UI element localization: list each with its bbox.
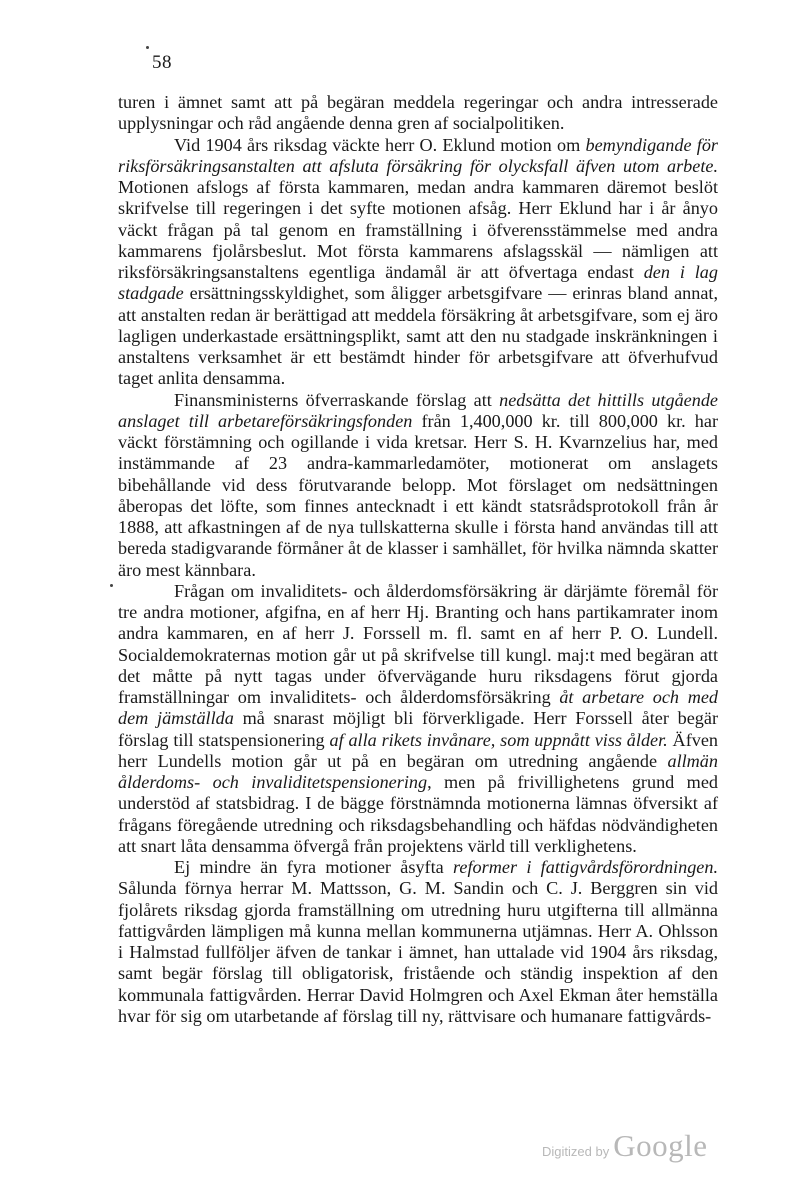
- text-run: Frågan om invaliditets- och ålderdomsförsäkring är därjämte föremål för tre andra motioner, afgifna, en af herr Hj. Branting och hans partikamrater inom andra kammaren, en af herr J. Forssell m. fl. samt en af herr P. O. Lundell. Socialdemokraternas motion går ut på skrifvelse till kungl. maj:t med begäran att det måtte på nytt tagas under öfvervägande huru riksdagens förut gjorda framställningar om invaliditets- och ålderdomsförsäkring: [118, 580, 718, 707]
- page-number: 58: [152, 52, 172, 73]
- emphasized-text: af alla rikets invånare, som uppnått viss ålder.: [329, 729, 668, 750]
- paragraph: [118, 135, 718, 390]
- digitized-by-google-watermark: [542, 1128, 707, 1164]
- emphasized-text: allmän ålderdoms- och invaliditetspensionering: [118, 750, 718, 792]
- text-run: Sålunda förnya herrar M. Mattsson, G. M. Sandin och C. J. Berggren sin vid fjolårets riksdag gjorda framställning om utredning huru utgifterna till allmänna fattigvården lämpligen må kunna mellan kommunerna utjämnas. Herr A. Ohlsson i Halmstad fullföljer äfven de tankar i ämnet, han uttalade vid 1904 års riksdag, samt begär förslag till obligatorisk, fristående och ständig inspektion af den kommunala fattigvården. Herrar David Holmgren och Axel Ekman åter hemställa hvar för sig om utarbetande af förslag till ny, rättvisare och humanare fattigvårds-: [118, 878, 718, 1026]
- text-run: ersättningsskyldighet, som åligger arbetsgifvare — erinras bland annat, att anstalten redan är berättigad att meddela försäkring åt arbetsgifvare, som ej äro lagligen underkastade ersättningsplikt, samt att den nu stadgade inskränkningen i anstaltens verksamhet är ett bestämdt hinder för arbetsgifvare att öfverhufvud taget anlita densamma.: [118, 283, 718, 389]
- emphasized-text: den i lag stadgade: [118, 262, 718, 304]
- emphasized-text: bemyndigande för riksförsäkringsanstalten att afsluta försäkring för olycksfall äfven utom arbete.: [118, 134, 718, 176]
- margin-dot-left: [110, 584, 113, 587]
- text-run: må snarast möjligt bli förverkligade. Herr Forssell åter begär förslag till statspensionering: [118, 708, 718, 750]
- emphasized-text: nedsätta det hittills utgående anslaget till arbetareförsäkringsfonden: [118, 389, 718, 431]
- paragraph: [118, 390, 718, 581]
- text-run: turen i ämnet samt att på begäran meddela regeringar och andra intresserade upplysningar och råd angående denna gren af socialpolitiken.: [118, 92, 718, 134]
- emphasized-text: åt arbetare och med dem jämställda: [118, 687, 718, 729]
- text-run: Ej mindre än fyra motioner åsyfta: [174, 857, 454, 877]
- watermark-prefix: Digitized by: [542, 1144, 610, 1159]
- paragraph: [118, 857, 718, 1027]
- margin-dot-top: [146, 46, 149, 49]
- text-run: Motionen afslogs af första kammaren, medan andra kammaren däremot beslöt skrifvelse till regeringen i det syfte motionen afsåg. Herr Eklund har i år ånyo väckt frågan på tal genom en framställning i öfverensstämmelse med andra kammarens fjolårsbeslut. Mot första kammarens afslagsskäl — nämligen att riksförsäkringsanstaltens egentliga ändamål är att öfvertaga endast: [118, 177, 718, 282]
- paragraph: [118, 92, 718, 135]
- text-run: Finansministerns öfverraskande förslag att: [174, 389, 500, 410]
- emphasized-text: reformer i fattigvårdsförordningen.: [453, 857, 718, 877]
- body-text: [118, 92, 718, 1027]
- paragraph: [118, 581, 718, 857]
- text-run: , men på frivillighetens grund med understöd af statsbidrag. I de bägge förstnämnda motionerna lämnas öfversikt af frågans föregående utredning och riksdagsbehandling och häfdas nödvändigheten att snart låta densamma öfvergå från projektens värld till verklighetens.: [118, 772, 718, 856]
- text-run: Vid 1904 års riksdag väckte herr O. Eklund motion om: [174, 134, 586, 155]
- google-logo-text: Google: [613, 1128, 708, 1163]
- text-run: från 1,400,000 kr. till 800,000 kr. har väckt förstämning och ogillande i vida kretsar. Herr S. H. Kvarnzelius har, med instämmande af 23 andra-kammarledamöter, motionerat om anslagets bibehållande vid dess förutvarande belopp. Mot förslaget om nedsättningen åberopas det löfte, som finnes antecknadt i ett kändt statsrådsprotokoll från år 1888, att afkastningen af de nya tullskatterna skulle i första hand användas till att bereda stadigvarande förmåner åt de klasser i samhället, för hvilka nämnda skatter äro mest kännbara.: [118, 410, 719, 580]
- text-run: Äfven herr Lundells motion går ut på en begäran om utredning angående: [118, 729, 719, 771]
